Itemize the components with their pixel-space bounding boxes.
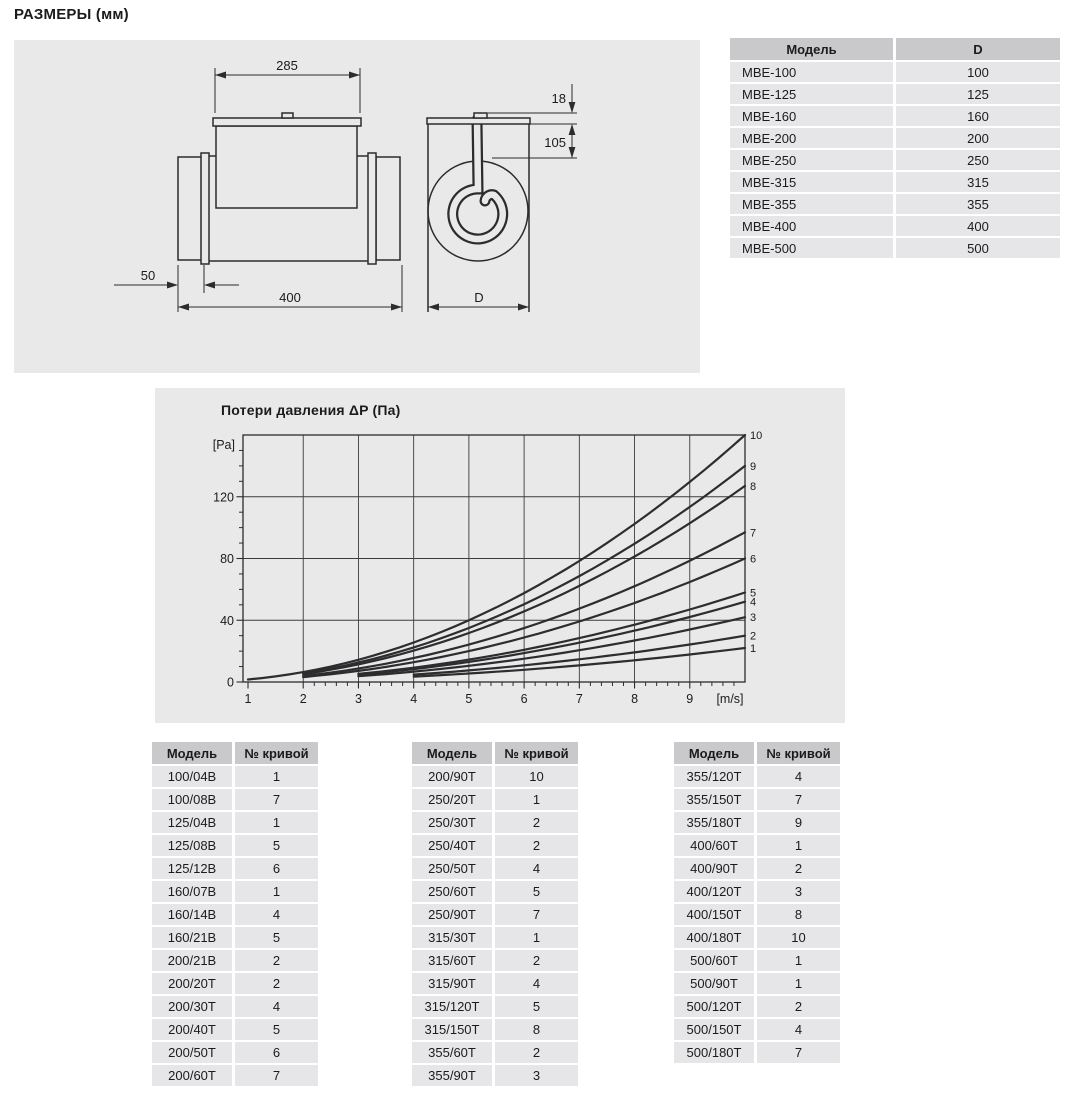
table-cell: 355/180Т <box>674 812 754 833</box>
table-cell: 7 <box>495 904 578 925</box>
lid-knob <box>282 113 293 118</box>
terminal-box <box>216 126 357 208</box>
table-cell: 315/120Т <box>412 996 492 1017</box>
front-lid-knob <box>474 113 487 118</box>
table-cell: 500 <box>896 238 1060 258</box>
table-row <box>730 172 1060 192</box>
table-cell: 2 <box>235 950 318 971</box>
table-cell: МВЕ-250 <box>730 150 893 170</box>
table-row <box>674 789 840 810</box>
pressure-chart-panel <box>155 388 845 723</box>
table-row <box>412 1019 578 1040</box>
table-row <box>152 1065 318 1086</box>
table-row <box>674 996 840 1017</box>
table-cell: 4 <box>495 858 578 879</box>
pressure-loss-chart <box>155 388 845 723</box>
curve-label-8: 8 <box>750 480 757 493</box>
table-row <box>730 84 1060 104</box>
x-tick-label: 2 <box>299 692 307 706</box>
table-cell: 250/50Т <box>412 858 492 879</box>
table-cell: МВЕ-125 <box>730 84 893 104</box>
table-cell: 100/04В <box>152 766 232 787</box>
table-cell: 250/60Т <box>412 881 492 902</box>
table-cell: 400/120Т <box>674 881 754 902</box>
x-tick-label: 7 <box>575 692 583 706</box>
table-cell: 7 <box>757 1042 840 1063</box>
table-cell: 6 <box>235 1042 318 1063</box>
table-cell: 9 <box>757 812 840 833</box>
table-row <box>730 194 1060 214</box>
curve-label-3: 3 <box>750 612 757 625</box>
table-cell: 250/40Т <box>412 835 492 856</box>
column-header: Модель <box>412 742 492 764</box>
table-cell: 200/21В <box>152 950 232 971</box>
table-row <box>152 950 318 971</box>
table-cell: 400/150Т <box>674 904 754 925</box>
table-cell: МВЕ-160 <box>730 106 893 126</box>
table-cell: 1 <box>235 812 318 833</box>
y-tick-label: 120 <box>213 490 234 505</box>
table-cell: 125/04В <box>152 812 232 833</box>
table-row <box>152 1019 318 1040</box>
table-row <box>152 812 318 833</box>
table-row <box>412 927 578 948</box>
table-row <box>674 766 840 787</box>
table-cell: 8 <box>757 904 840 925</box>
table-row <box>674 1042 840 1063</box>
chart-title: Потери давления ΔP (Па) <box>221 402 401 418</box>
table-cell: 200 <box>896 128 1060 148</box>
dimensions-panel <box>14 40 700 373</box>
table-cell: 4 <box>757 1019 840 1040</box>
table-row <box>412 858 578 879</box>
dimensions-drawing <box>14 40 700 373</box>
table-cell: 400/60Т <box>674 835 754 856</box>
table-row <box>674 881 840 902</box>
side-view <box>178 113 400 264</box>
table-cell: 6 <box>235 858 318 879</box>
x-tick-label: 4 <box>410 692 418 706</box>
dim-18-label: 18 <box>551 91 566 106</box>
table-cell: 1 <box>495 789 578 810</box>
front-lid <box>427 118 530 124</box>
table-row <box>152 904 318 925</box>
table-cell: 1 <box>757 973 840 994</box>
table-cell: 200/40Т <box>152 1019 232 1040</box>
curve-table-1 <box>152 742 318 1086</box>
table-cell: 5 <box>495 996 578 1017</box>
column-header: Модель <box>152 742 232 764</box>
table-cell: 355/60Т <box>412 1042 492 1063</box>
table-row <box>412 1042 578 1063</box>
table-row <box>152 881 318 902</box>
table-row <box>674 812 840 833</box>
table-row <box>412 950 578 971</box>
table-cell: 355/90Т <box>412 1065 492 1086</box>
table-cell: 400/90Т <box>674 858 754 879</box>
x-tick-label: 6 <box>520 692 528 706</box>
table-row <box>152 858 318 879</box>
table-row <box>674 973 840 994</box>
table-cell: 500/90Т <box>674 973 754 994</box>
column-header: D <box>896 38 1060 60</box>
table-row <box>674 904 840 925</box>
table-cell: 160 <box>896 106 1060 126</box>
table-cell: 200/20Т <box>152 973 232 994</box>
curve-label-6: 6 <box>750 553 757 566</box>
table-cell: 2 <box>235 973 318 994</box>
table-cell: 7 <box>757 789 840 810</box>
table-cell: 500/60Т <box>674 950 754 971</box>
table-row <box>152 766 318 787</box>
column-header: № кривой <box>495 742 578 764</box>
curve-label-7: 7 <box>750 527 757 540</box>
table-cell: 160/07В <box>152 881 232 902</box>
table-cell: 200/50Т <box>152 1042 232 1063</box>
table-row <box>412 904 578 925</box>
table-row <box>412 812 578 833</box>
table-cell: 500/150Т <box>674 1019 754 1040</box>
table-header-row <box>730 38 1060 60</box>
curve-table-3 <box>674 742 840 1063</box>
table-cell: 315 <box>896 172 1060 192</box>
table-cell: 7 <box>235 789 318 810</box>
curve-4 <box>358 602 745 675</box>
x-tick-label: 1 <box>244 692 252 706</box>
table-cell: 4 <box>235 996 318 1017</box>
table-row <box>152 927 318 948</box>
table-cell: 4 <box>757 766 840 787</box>
table-cell: 125 <box>896 84 1060 104</box>
table-cell: 4 <box>495 973 578 994</box>
table-cell: 355/150Т <box>674 789 754 810</box>
curve-label-9: 9 <box>750 460 757 473</box>
table-cell: 2 <box>495 1042 578 1063</box>
x-tick-label: 8 <box>631 692 639 706</box>
table-header-row <box>412 742 578 764</box>
table-row <box>412 881 578 902</box>
table-cell: 5 <box>235 835 318 856</box>
page-title: РАЗМЕРЫ (мм) <box>14 6 129 23</box>
dim-285-label: 285 <box>276 58 298 73</box>
curve-label-4: 4 <box>750 596 757 609</box>
table-cell: 1 <box>495 927 578 948</box>
table-row <box>674 927 840 948</box>
curve-label-10: 10 <box>750 430 763 442</box>
y-tick-label: 0 <box>227 675 234 690</box>
terminal-box-lid <box>213 118 361 126</box>
column-header: № кривой <box>235 742 318 764</box>
table-row <box>412 789 578 810</box>
table-cell: МВЕ-100 <box>730 62 893 82</box>
table-cell: 1 <box>235 881 318 902</box>
table-cell: 315/60Т <box>412 950 492 971</box>
table-cell: 125/08В <box>152 835 232 856</box>
table-row <box>412 766 578 787</box>
column-header: Модель <box>674 742 754 764</box>
table-row <box>730 238 1060 258</box>
table-row <box>412 1065 578 1086</box>
table-cell: 500/120Т <box>674 996 754 1017</box>
table-cell: 315/30Т <box>412 927 492 948</box>
table-row <box>152 835 318 856</box>
table-cell: 1 <box>757 950 840 971</box>
table-cell: 4 <box>235 904 318 925</box>
table-row <box>152 973 318 994</box>
dim-50-label: 50 <box>140 268 156 283</box>
table-cell: 250 <box>896 150 1060 170</box>
table-cell: МВЕ-355 <box>730 194 893 214</box>
table-header-row <box>152 742 318 764</box>
table-row <box>412 973 578 994</box>
table-cell: 10 <box>495 766 578 787</box>
table-cell: МВЕ-400 <box>730 216 893 236</box>
curve-label-1: 1 <box>750 643 757 656</box>
table-cell: 250/30Т <box>412 812 492 833</box>
table-cell: 3 <box>757 881 840 902</box>
dim-400-label: 400 <box>279 290 301 305</box>
table-cell: МВЕ-500 <box>730 238 893 258</box>
x-tick-label: 3 <box>354 692 362 706</box>
table-cell: 2 <box>495 812 578 833</box>
table-cell: 2 <box>757 996 840 1017</box>
table-row <box>730 150 1060 170</box>
table-cell: 125/12В <box>152 858 232 879</box>
table-cell: 1 <box>235 766 318 787</box>
table-cell: 355 <box>896 194 1060 214</box>
table-cell: 355/120Т <box>674 766 754 787</box>
table-cell: 100/08В <box>152 789 232 810</box>
table-cell: 160/14В <box>152 904 232 925</box>
table-cell: 160/21В <box>152 927 232 948</box>
dim-D-label: D <box>474 290 484 305</box>
table-row <box>674 858 840 879</box>
table-cell: МВЕ-315 <box>730 172 893 192</box>
table-row <box>730 128 1060 148</box>
dim-105-label: 105 <box>544 135 566 150</box>
table-row <box>152 1042 318 1063</box>
column-header: № кривой <box>757 742 840 764</box>
table-row <box>412 835 578 856</box>
front-view <box>427 113 530 312</box>
table-cell: 250/90Т <box>412 904 492 925</box>
table-cell: 1 <box>757 835 840 856</box>
column-header: Модель <box>730 38 893 60</box>
table-row <box>674 950 840 971</box>
x-tick-label: 5 <box>465 692 473 706</box>
table-cell: 5 <box>495 881 578 902</box>
table-cell: 315/90Т <box>412 973 492 994</box>
y-axis-unit: [Pa] <box>212 438 235 452</box>
size-table <box>730 38 1060 258</box>
table-cell: 500/180Т <box>674 1042 754 1063</box>
table-row <box>674 835 840 856</box>
table-cell: 400/180Т <box>674 927 754 948</box>
table-cell: 200/60Т <box>152 1065 232 1086</box>
curve-label-2: 2 <box>750 630 757 643</box>
y-tick-label: 80 <box>220 552 234 566</box>
table-header-row <box>674 742 840 764</box>
table-cell: 3 <box>495 1065 578 1086</box>
table-row <box>730 216 1060 236</box>
table-cell: 2 <box>495 835 578 856</box>
table-cell: 250/20Т <box>412 789 492 810</box>
table-row <box>412 996 578 1017</box>
table-cell: 7 <box>235 1065 318 1086</box>
table-row <box>152 789 318 810</box>
table-cell: 200/90Т <box>412 766 492 787</box>
x-axis-unit: [m/s] <box>716 692 744 706</box>
table-cell: 400 <box>896 216 1060 236</box>
table-row <box>674 1019 840 1040</box>
table-row <box>730 62 1060 82</box>
x-tick-label: 9 <box>686 692 694 706</box>
y-tick-label: 40 <box>220 613 234 628</box>
curve-label-5: 5 <box>750 587 757 600</box>
table-row <box>730 106 1060 126</box>
table-cell: 5 <box>235 1019 318 1040</box>
table-cell: 2 <box>757 858 840 879</box>
table-cell: 5 <box>235 927 318 948</box>
table-row <box>152 996 318 1017</box>
table-cell: 10 <box>757 927 840 948</box>
curve-table-2 <box>412 742 578 1086</box>
table-cell: 8 <box>495 1019 578 1040</box>
curve-10 <box>248 435 745 680</box>
table-cell: 2 <box>495 950 578 971</box>
table-cell: 315/150Т <box>412 1019 492 1040</box>
table-cell: 200/30Т <box>152 996 232 1017</box>
table-cell: 100 <box>896 62 1060 82</box>
table-cell: МВЕ-200 <box>730 128 893 148</box>
